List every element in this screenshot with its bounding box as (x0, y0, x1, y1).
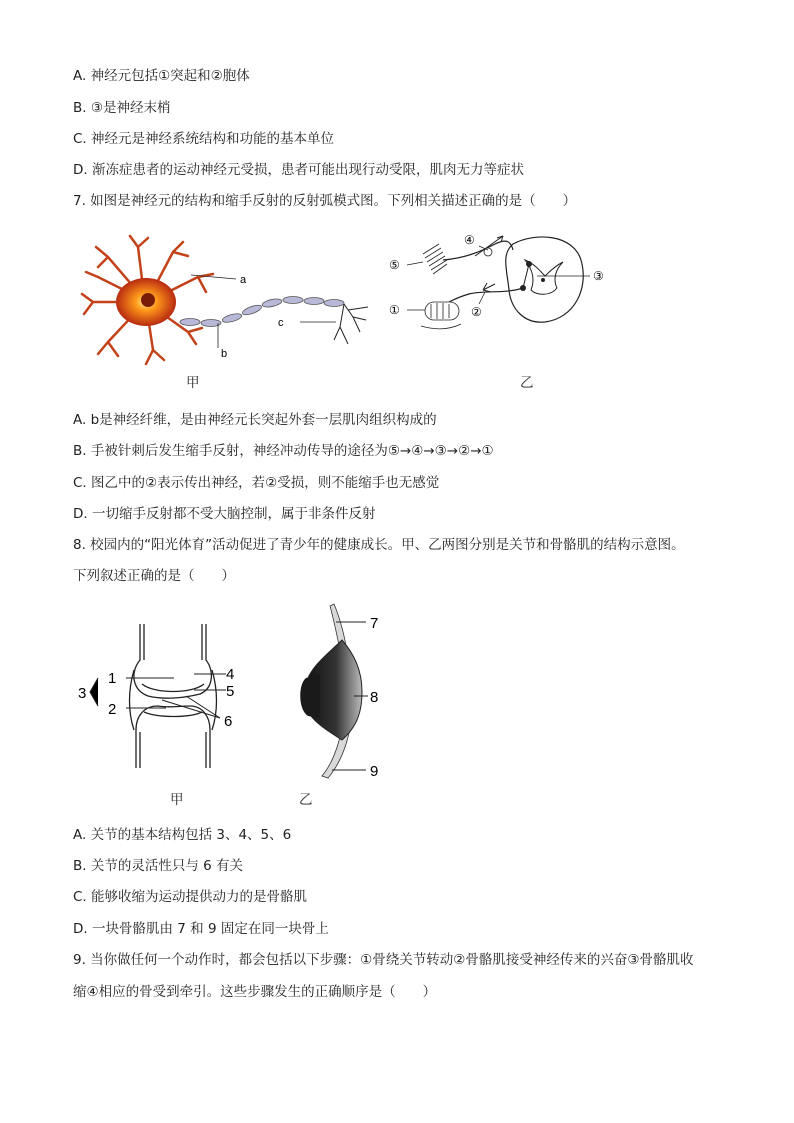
q9-stem-line2: 缩④相应的骨受到牵引。这些步骤发生的正确顺序是（ ） (73, 984, 437, 1000)
q7-option-a: A. b是神经纤维，是由神经元长突起外套一层肌肉组织构成的 (73, 412, 437, 428)
q8-option-c: C. 能够收缩为运动提供动力的是骨骼肌 (73, 889, 308, 905)
joint-figure (74, 620, 264, 784)
q7-option-c: C. 图乙中的②表示传出神经，若②受损，则不能缩手也无感觉 (73, 475, 440, 491)
reflex-label-5: ⑤ (389, 258, 400, 272)
q6-option-d: D. 渐冻症患者的运动神经元受损，患者可能出现行动受限，肌肉无力等症状 (73, 162, 524, 178)
reflex-label-1: ① (389, 303, 400, 317)
q6-option-a: A. 神经元包括①突起和②胞体 (73, 68, 250, 84)
neuron-label-c: c (278, 317, 284, 329)
joint-label-2: 2 (108, 701, 117, 718)
neuron-label-a: a (240, 274, 247, 286)
q7-option-b: B. 手被针刺后发生缩手反射，神经冲动传导的途径为⑤→④→③→②→① (73, 443, 494, 459)
neuron-figure (78, 232, 368, 376)
reflex-label-4: ④ (464, 233, 475, 247)
joint-figure-caption: 甲 (170, 792, 184, 808)
reflex-label-2: ② (471, 305, 482, 319)
muscle-label-7: 7 (370, 615, 379, 632)
q8-option-a: A. 关节的基本结构包括 3、4、5、6 (73, 827, 292, 843)
joint-label-3: 3 (78, 685, 87, 702)
reflex-label-3: ③ (593, 269, 604, 283)
q8-stem-line1: 8. 校园内的“阳光体育”活动促进了青少年的健康成长。甲、乙两图分别是关节和骨骼肌的结构示意图。 (73, 537, 685, 553)
joint-label-5: 5 (226, 683, 235, 700)
q8-option-d: D. 一块骨骼肌由 7 和 9 固定在同一块骨上 (73, 921, 329, 937)
joint-label-1: 1 (108, 670, 117, 687)
q6-option-c: C. 神经元是神经系统结构和功能的基本单位 (73, 131, 335, 147)
q9-stem-line1: 9. 当你做任何一个动作时，都会包括以下步骤：①骨绕关节转动②骨骼肌接受神经传来的兴奋③骨骼肌收 (73, 952, 694, 968)
muscle-label-8: 8 (370, 689, 379, 706)
muscle-label-9: 9 (370, 763, 379, 780)
joint-label-4: 4 (226, 666, 235, 683)
muscle-figure-caption: 乙 (299, 792, 313, 808)
reflex-arc-figure-caption: 乙 (520, 375, 534, 391)
q8-stem-line2: 下列叙述正确的是（ ） (73, 568, 235, 584)
q6-option-b: B. ③是神经末梢 (73, 100, 171, 116)
neuron-label-b: b (221, 348, 228, 360)
reflex-arc-figure (385, 230, 615, 344)
q8-option-b: B. 关节的灵活性只与 6 有关 (73, 858, 244, 874)
joint-label-6: 6 (224, 713, 233, 730)
q7-stem: 7. 如图是神经元的结构和缩手反射的反射弧模式图。下列相关描述正确的是（ ） (73, 193, 577, 209)
muscle-figure (292, 600, 402, 789)
q7-option-d: D. 一切缩手反射都不受大脑控制，属于非条件反射 (73, 506, 376, 522)
neuron-figure-caption: 甲 (186, 375, 200, 391)
